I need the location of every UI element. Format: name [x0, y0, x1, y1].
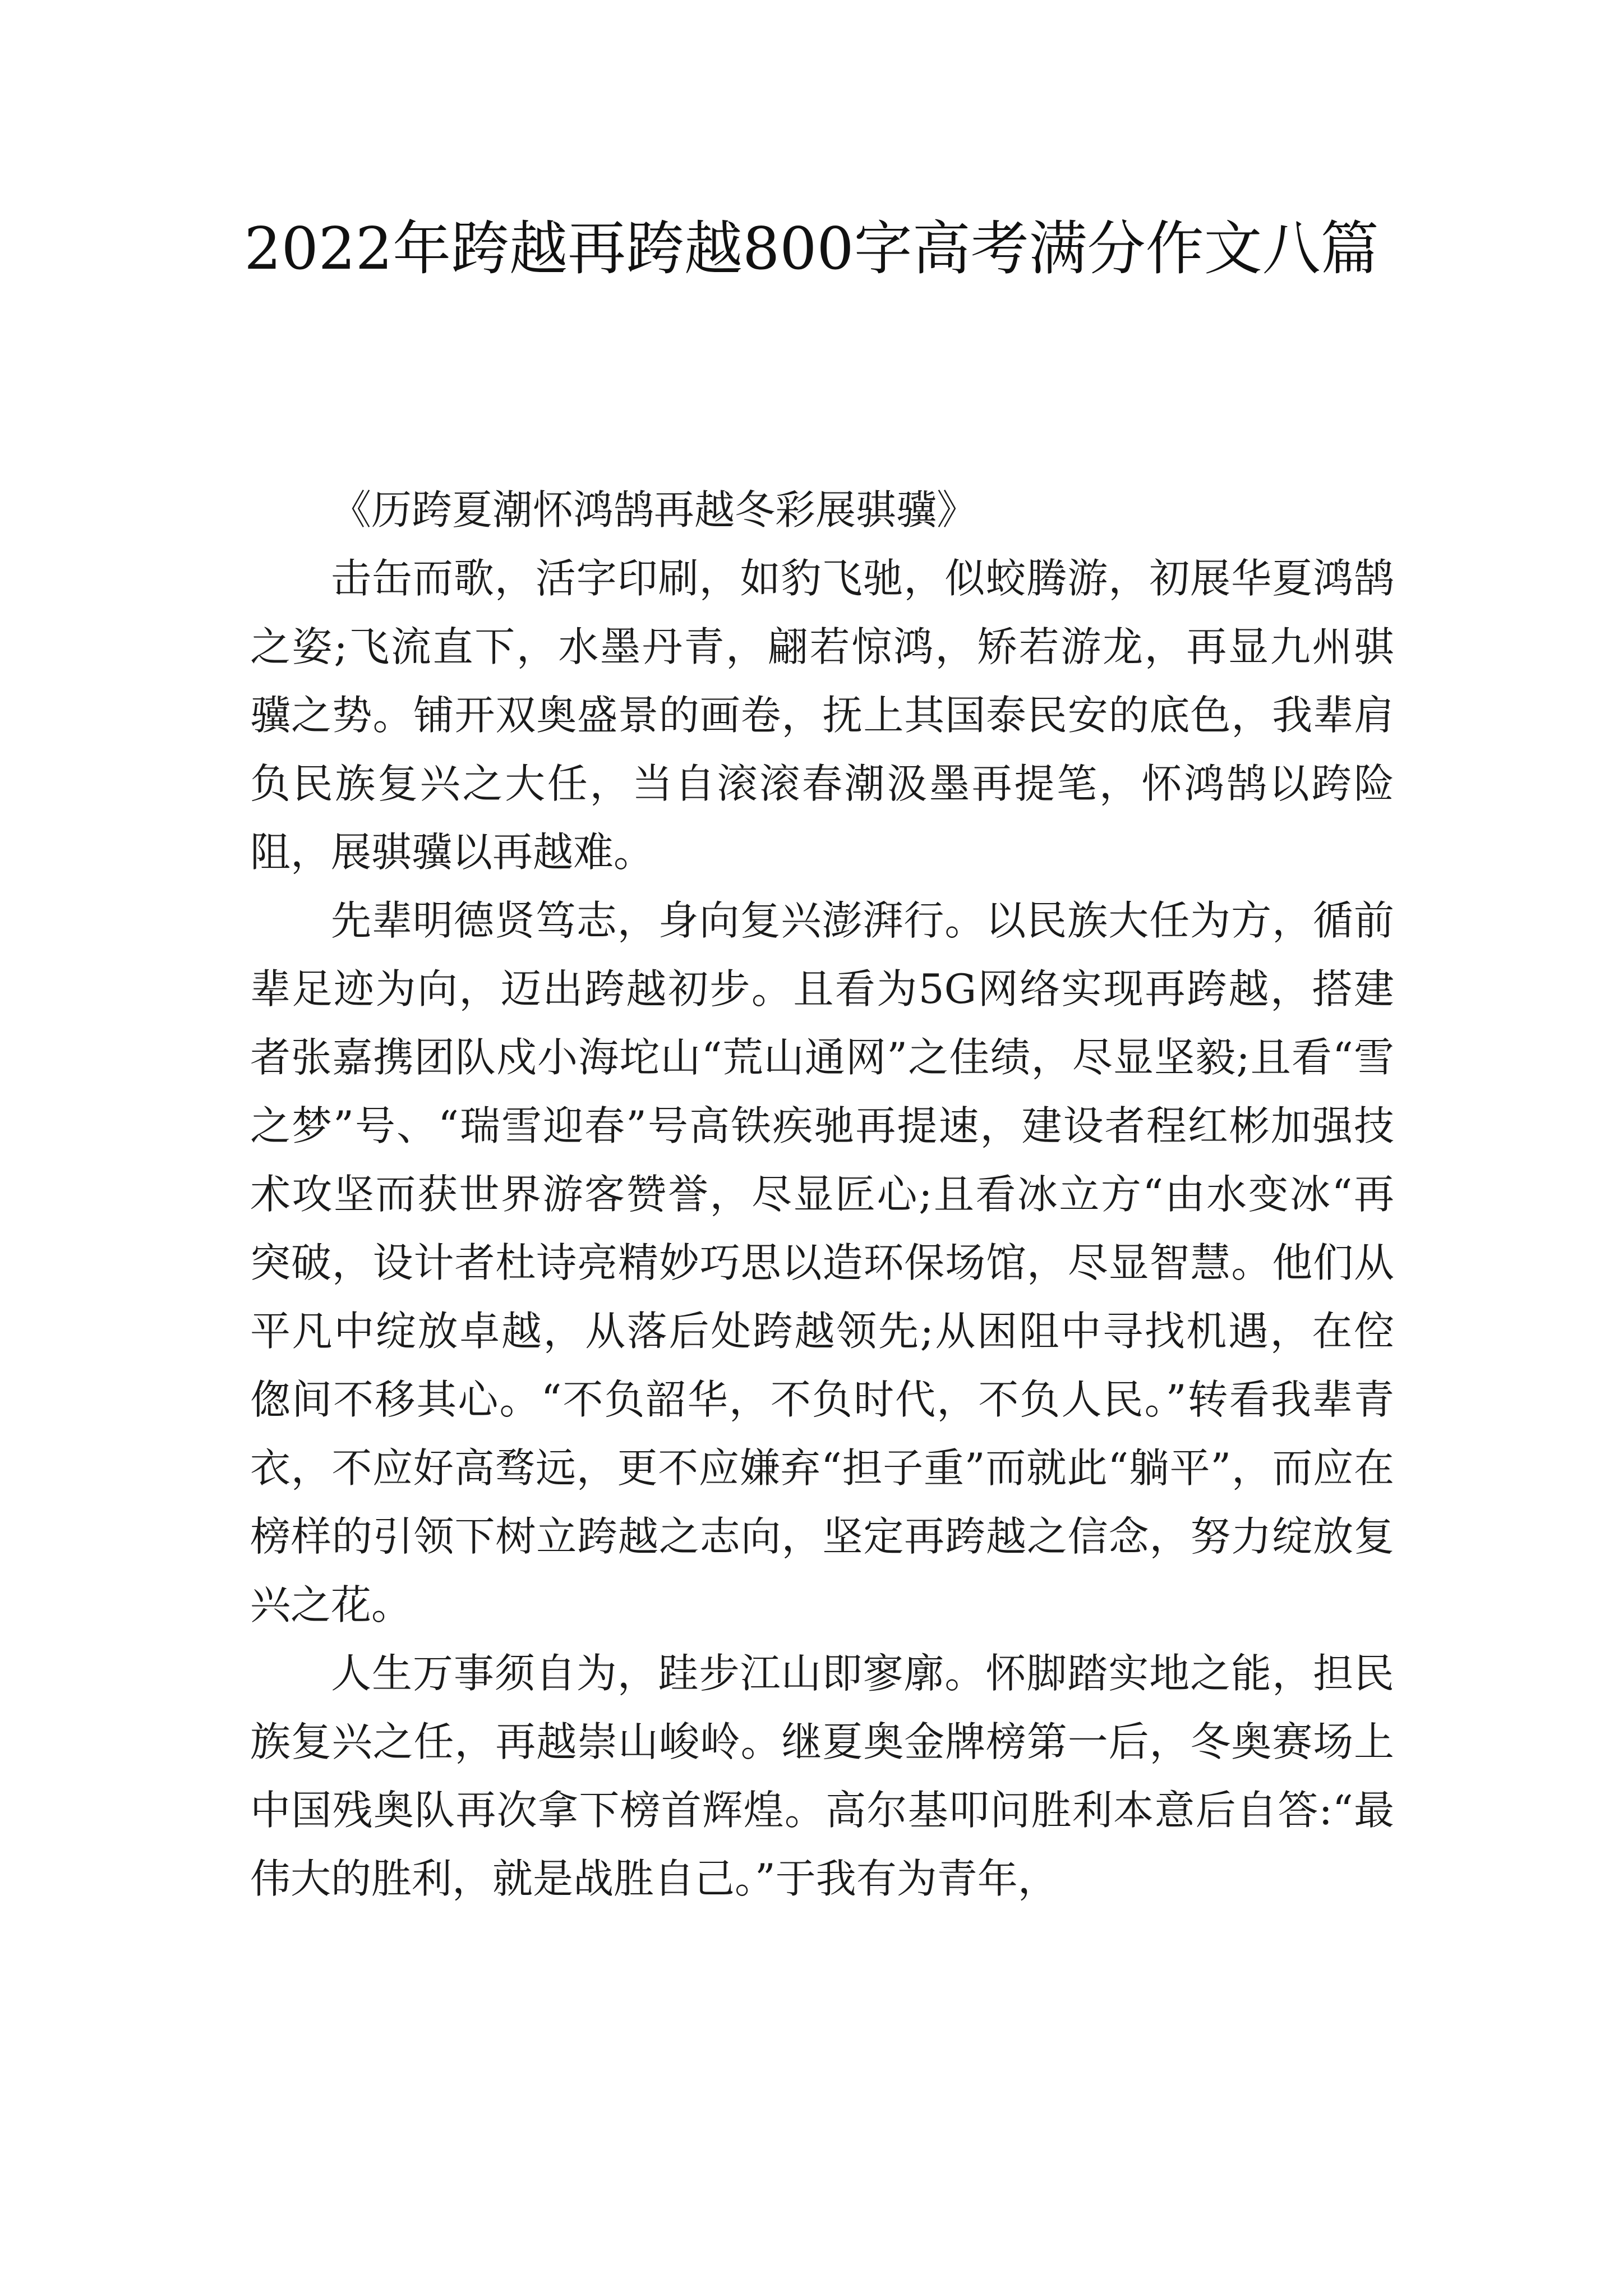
paragraph: 击缶而歌，活字印刷，如豹飞驰，似蛟腾游，初展华夏鸿鹄之姿;飞流直下，水墨丹青，翩若惊鸿，矫若游龙，再显九州骐骥之势。铺开双奥盛景的画卷，抚上其国泰民安的底色，我辈肩负民族复兴之大任，当自滚滚春潮汲墨再提笔，怀鸿鹄以跨险阻，展骐骥以再越难。: [250, 555, 1394, 876]
document-body: [250, 476, 1394, 1913]
essay-title: 《历跨夏潮怀鸿鹄再越冬彩展骐骥》: [331, 486, 978, 533]
paragraph: 先辈明德贤笃志，身向复兴澎湃行。以民族大任为方，循前辈足迹为向，迈出跨越初步。且看为5G网络实现再跨越，搭建者张嘉携团队戍小海坨山“荒山通网”之佳绩，尽显坚毅;且看“雪之梦”号、“瑞雪迎春”号高铁疾驰再提速，建设者程红彬加强技术攻坚而获世界游客赞誉，尽显匠心;且看冰立方“由水变冰“再突破，设计者杜诗亮精妙巧思以造环保场馆，尽显智慧。他们从平凡中绽放卓越，从落后处跨越领先;从困阻中寻找机遇，在倥偬间不移其心。“不负韶华，不负时代，不负人民。”转看我辈青衣，不应好高骛远，更不应嫌弃“担子重”而就此“躺平”，而应在榜样的引领下树立跨越之志向，坚定再跨越之信念，努力绽放复兴之花。: [250, 897, 1394, 1628]
document-title: 2022年跨越再跨越800字高考满分作文八篇: [244, 214, 1379, 283]
paragraph: 人生万事须自为，跬步江山即寥廓。怀脚踏实地之能，担民族复兴之任，再越崇山峻岭。继夏奥金牌榜第一后，冬奥赛场上中国残奥队再次拿下榜首辉煌。高尔基叩问胜利本意后自答:“最伟大的胜利，就是战胜自己。”于我有为青年，: [250, 1650, 1394, 1902]
